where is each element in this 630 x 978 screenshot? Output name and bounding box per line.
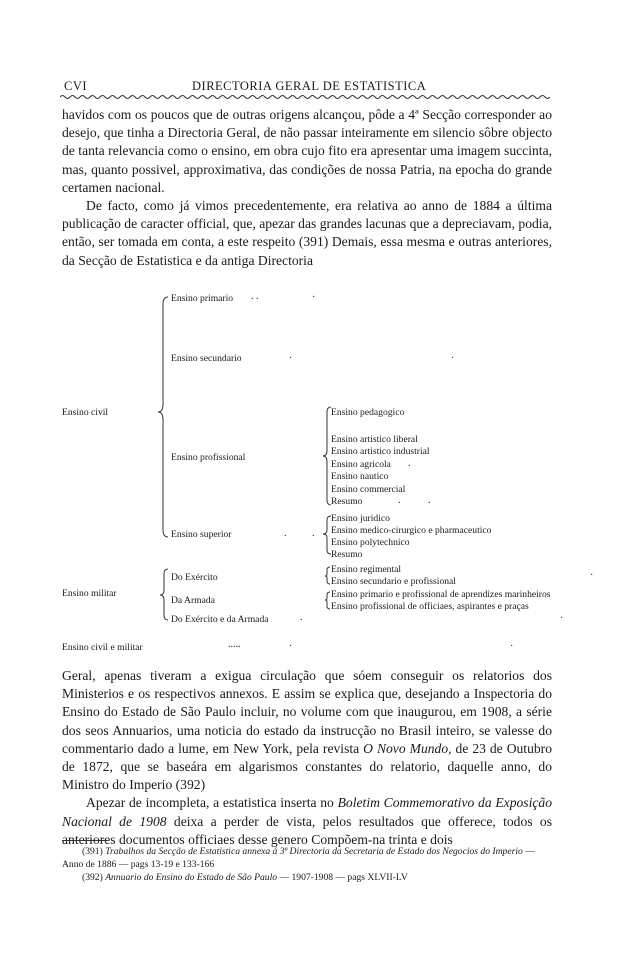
- dot-marker: .: [398, 495, 401, 506]
- label-prof-item: Ensino artistico liberal: [331, 434, 418, 445]
- paragraph-3: [62, 667, 552, 794]
- paragraph-4-text: Apezar de incompleta, a estatistica inserta no: [86, 795, 334, 811]
- journal-title: O Novo Mundo,: [363, 740, 452, 756]
- label-prof-item: Ensino commercial: [331, 484, 406, 495]
- footnote-number: (392): [82, 872, 103, 883]
- label-primario: Ensino primario: [171, 293, 234, 304]
- label-prof-item: Ensino artistico industrial: [331, 446, 430, 457]
- boletim-title: Boletim Commemorativo da Exposição Nacional de 1908: [62, 795, 553, 829]
- body-bottom: [62, 667, 552, 849]
- paragraph-1: havidos com os poucos que de outras origens alcançou, pôde a 4ª Secção corresponder ao desejo, que tinha a Directoria Geral, de não passar inteiramente em silencio sôbre objecto de tanta relevancia como o ensino, em obra cujo fito era apresentar uma imagem succinta, mas, quanto possivel, approximativa, das condições de nossa Patria, na epocha do grande certamen nacional.: [62, 107, 552, 195]
- paragraph-3-text: Geral, apenas tiveram a exigua circulação que sóem conseguir os relatorios dos Ministerios e os respectivos annexos. E assim se explica que, desejando a Inspectoria do Ensino do Estado de São Paulo incluir, no volume com que inaugurou, em 1908, a série dos seos Annuarios, uma noticia do estado da instrucção no Brasil inteiro, se valesse do commentario dado a lume, em New York, pela revista: [62, 668, 552, 756]
- running-title: DIRECTORIA GERAL DE ESTATISTICA: [192, 79, 427, 93]
- dot-marker: ·: [451, 353, 455, 364]
- dot-marker: .: [408, 458, 411, 469]
- label-profissional: Ensino profissional: [171, 452, 246, 463]
- label-secundario: Ensino secundario: [171, 353, 242, 364]
- label-armada-item: Ensino profissional de officiaes, aspirantes e praças: [331, 601, 529, 612]
- paragraph-2: De facto, como já vimos precedentemente, era relativa ao anno de 1884 a última publicação de caracter official, que, apezar das grandes lacunas que a depreciavam, podia, então, ser tomada em conta, a este respeito (391) Demais, essa mesma e outras anteriores, da Secção de Estatistica e da antiga Directoria: [62, 198, 552, 268]
- dot-marker: ·: [289, 353, 293, 364]
- label-ensino-militar: Ensino militar: [62, 588, 117, 599]
- label-sup-item: Ensino polytechnico: [331, 537, 410, 548]
- label-prof-item: Ensino agricola: [331, 459, 391, 470]
- label-prof-item: Ensino nautico: [331, 471, 389, 482]
- paragraph-4-cont: deixa a perder de vista, pelos resultados que offerece, todos os anteriores documentos officiaes desse genero Compõem-na trinta e dois: [62, 813, 552, 847]
- dot-marker: ·: [289, 641, 293, 652]
- dot-marker: .: [312, 528, 315, 539]
- footnote-title: Trabalhos da Secção de Estatistica annexa á 3ª Directoria da Secretaria de Estado dos Negocios do Imperio: [105, 846, 523, 857]
- label-exercito-item: Ensino regimental: [331, 564, 402, 575]
- footnote-number: (391): [82, 846, 103, 857]
- label-sup-item: Ensino juridico: [331, 513, 390, 524]
- footnote-rule: [62, 840, 108, 841]
- label-superior: Ensino superior: [171, 529, 232, 540]
- dot-marker: ·: [560, 613, 564, 624]
- paragraph-4: [62, 794, 552, 849]
- dot-marker: ·: [590, 570, 594, 581]
- label-ex-armada: Do Exército e da Armada: [171, 614, 269, 625]
- footnote-rest: — Anno de 1886 — pags 13-19 e 133-166: [62, 846, 535, 870]
- footnote-391: [62, 845, 552, 871]
- dots-civil-militar: .....: [228, 639, 241, 650]
- label-sup-item: Ensino medico-cirurgico e pharmaceutico: [331, 525, 492, 536]
- dot-marker: ·: [510, 641, 514, 652]
- dot-marker: .: [300, 612, 303, 623]
- label-armada: Da Armada: [171, 595, 215, 606]
- footnote-392: [62, 871, 552, 884]
- label-ensino-civil: Ensino civil: [62, 407, 109, 418]
- dot-marker: ·: [312, 292, 316, 303]
- page-number: CVI: [64, 79, 88, 93]
- label-prof-item: Ensino pedagogico: [331, 407, 405, 418]
- footnote-title: Annuario do Ensino do Estado de São Paulo: [105, 872, 278, 883]
- paragraph-3-cont: de 23 de Outubro de 1872, que se baseára em algarismos constantes do relatorio, daquelle anno, do Ministro do Imperio (392): [62, 740, 552, 793]
- label-armada-item: Ensino primario e profissional de aprendizes marinheiros: [331, 589, 551, 600]
- label-sup-item: Resumo: [331, 549, 363, 560]
- footnote-rest: — 1907-1908 — pags XLVII-LV: [279, 872, 408, 883]
- label-exercito: Do Exército: [171, 572, 218, 583]
- dots-primario: . .: [251, 291, 259, 302]
- label-prof-item: Resumo: [331, 496, 363, 507]
- dot-marker: .: [428, 495, 431, 506]
- dot-marker: .: [284, 528, 287, 539]
- label-civil-militar: Ensino civil e militar: [62, 642, 143, 653]
- label-exercito-item: Ensino secundario e profissional: [331, 576, 456, 587]
